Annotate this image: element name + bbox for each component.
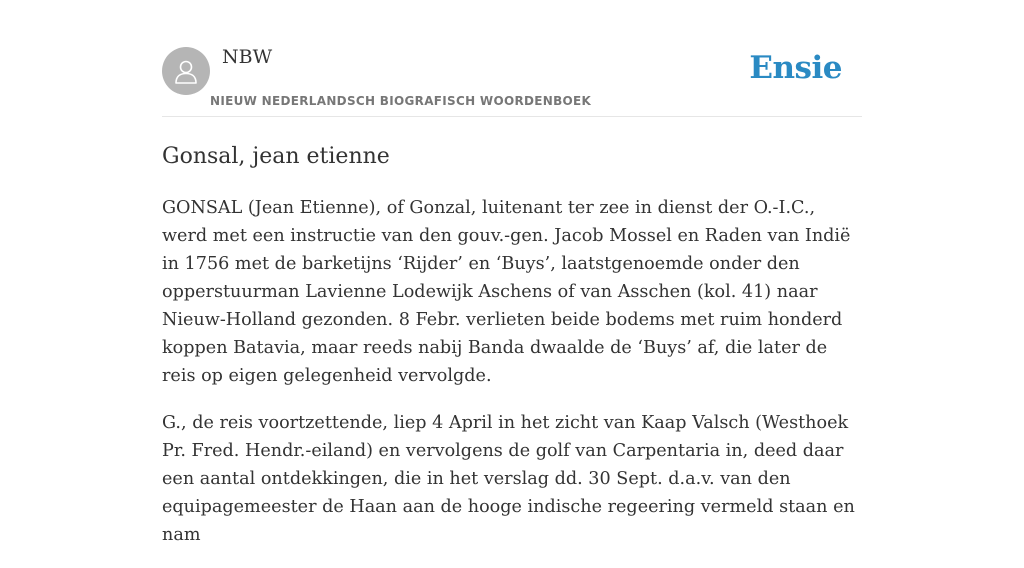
- user-silhouette-icon: [172, 57, 200, 85]
- content-container: [162, 0, 862, 568]
- article-title: Gonsal, jean etienne: [162, 144, 390, 169]
- avatar[interactable]: [162, 47, 210, 95]
- article-body: [162, 194, 862, 549]
- source-full-name[interactable]: NIEUW NEDERLANDSCH BIOGRAFISCH WOORDENBOEK: [210, 94, 592, 108]
- source-header: [162, 0, 862, 117]
- source-abbreviation[interactable]: NBW: [222, 46, 273, 68]
- article-paragraph: G., de reis voortzettende, liep 4 April in het zicht van Kaap Valsch (Westhoek Pr. Fred. Hendr.-eiland) en vervolgens de golf van Carpentaria in, deed daar een aantal ontdekkingen, die in het verslag dd. 30 Sept. d.a.v. van den equipagemeester de Haan aan de hooge indische regeering vermeld staan en nam: [162, 413, 855, 545]
- brand-logo[interactable]: Ensie: [749, 50, 842, 86]
- article-paragraph: GONSAL (Jean Etienne), of Gonzal, luitenant ter zee in dienst der O.-I.C., werd met een instructie van den gouv.-gen. Jacob Mossel en Raden van Indië in 1756 met de barketijns ‘Rijder’ en ‘Buys’, laatstgenoemde onder den opperstuurman Lavienne Lodewijk Aschens of van Asschen (kol. 41) naar Nieuw-Holland gezonden. 8 Febr. verlieten beide bodems met ruim honderd koppen Batavia, maar reeds nabij Banda dwaalde de ‘Buys’ af, die later de reis op eigen gelegenheid vervolgde.: [162, 198, 851, 386]
